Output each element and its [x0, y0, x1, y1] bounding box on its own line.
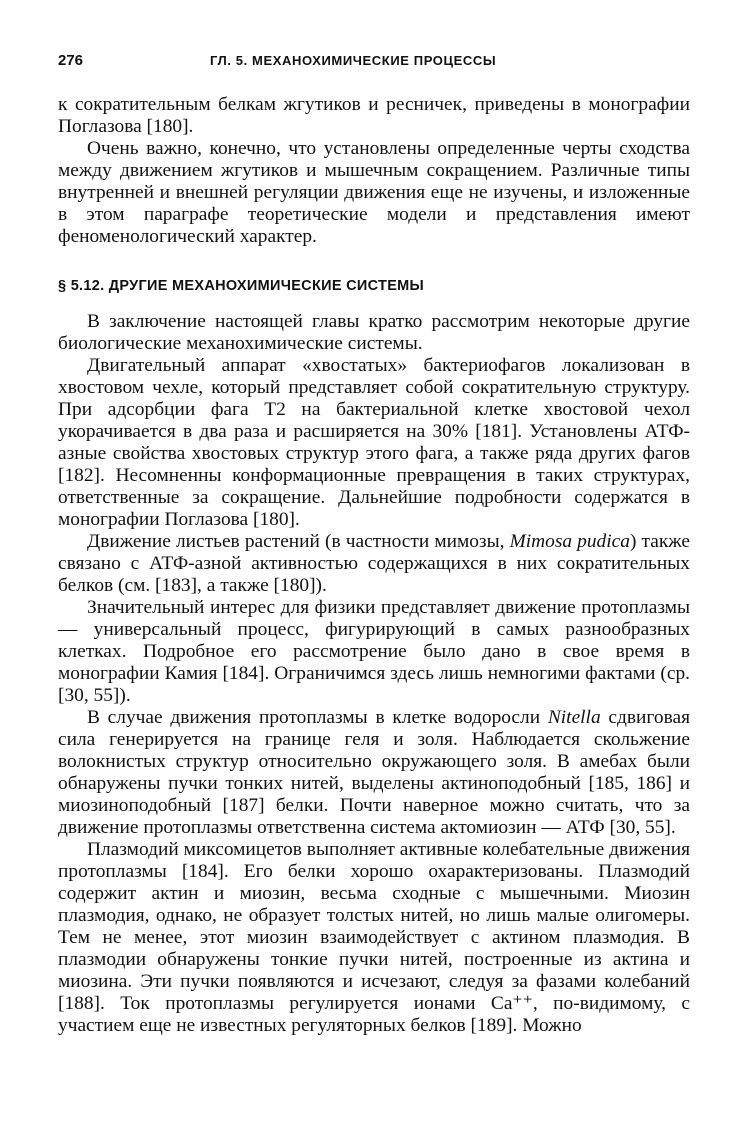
paragraph-nitella: [58, 707, 690, 839]
paragraph-plasmodium: Плазмодий миксомицетов выполняет активные колебательные движения протоплазмы [184]. Его белки хорошо охарактеризованы. Плазмодий содержит актин и миозин, весьма сходные с мышечными. Миозин плазмодия, однако, не образует толстых нитей, но лишь малые олигомеры. Тем не менее, этот миозин взаимодействует с актином плазмодия. В плазмодии обнаружены тонкие пучки нитей, построенные из актина и миозина. Эти пучки появляются и исчезают, следуя за фазами колебаний [188]. Ток протоплазмы регулируется ионами Са⁺⁺, по-видимому, с участием еще не известных регуляторных белков [189]. Можно: [58, 839, 690, 1036]
mimosa-text-before: Движение листьев растений (в частности мимозы,: [87, 531, 510, 552]
nitella-text-after: сдвиговая сила генерируется на границе геля и золя. Наблюдается скольжение волокнистых структур относительно окружающего золя. В амебах были обнаружены пучки тонких нитей, выделены актиноподобный [185, 186] и миозиноподобный [187] белки. Почти наверное можно считать, что за движение протоплазмы ответственна система актомиозин — АТФ [30, 55].: [58, 707, 691, 838]
paragraph-intro: В заключение настоящей главы кратко рассмотрим некоторые другие биологические механохимические системы.: [58, 311, 690, 354]
paragraph-bacteriophages: Двигательный аппарат «хвостатых» бактериофагов локализован в хвостовом чехле, который представляет собой сократительную структуру. При адсорбции фага Т2 на бактериальной клетке хвостовой чехол укорачивается в два раза и расширяется на 30% [181]. Установлены АТФ-азные свойства хвостовых структур этого фага, а также ряда других фагов [182]. Несомненны конформационные превращения в таких структурах, ответственные за сокращение. Дальнейшие подробности содержатся в монографии Поглазова [180].: [58, 355, 690, 530]
paragraph-similarity: Очень важно, конечно, что установлены определенные черты сходства между движением жгутиков и мышечным сокращением. Различные типы внутренней и внешней регуляции движения еще не изучены, и изложенные в этом параграфе теоретические модели и представления имеют феноменологический характер.: [58, 138, 690, 247]
page-header: [58, 50, 690, 72]
nitella-text-before: В случае движения протоплазмы в клетке водоросли: [87, 707, 548, 728]
page-number: 276: [58, 52, 84, 69]
book-page: [58, 50, 690, 1037]
nitella-genus-name: Nitella: [547, 707, 601, 728]
paragraph-mimosa: [58, 531, 690, 597]
paragraph-protoplasm: Значительный интерес для физики представляет движение протоплазмы — универсальный процесс, фигурирующий в самых разнообразных клетках. Подробное его рассмотрение было дано в свое время в монографии Камия [184]. Ограничимся здесь лишь немногими фактами (ср. [30, 55]).: [58, 597, 690, 706]
paragraph-continuation: к сократительным белкам жгутиков и ресничек, приведены в монографии Поглазова [180].: [58, 94, 690, 137]
mimosa-species-name: Mimosa pudica: [509, 531, 630, 552]
mimosa-text-after: ) также связано с АТФ-азной активностью содержащихся в них сократительных белков (см. [183], а также [180]).: [58, 531, 691, 596]
section-heading: § 5.12. ДРУГИЕ МЕХАНОХИМИЧЕСКИЕ СИСТЕМЫ: [58, 278, 425, 294]
running-head: ГЛ. 5. МЕХАНОХИМИЧЕСКИЕ ПРОЦЕССЫ: [210, 53, 497, 68]
